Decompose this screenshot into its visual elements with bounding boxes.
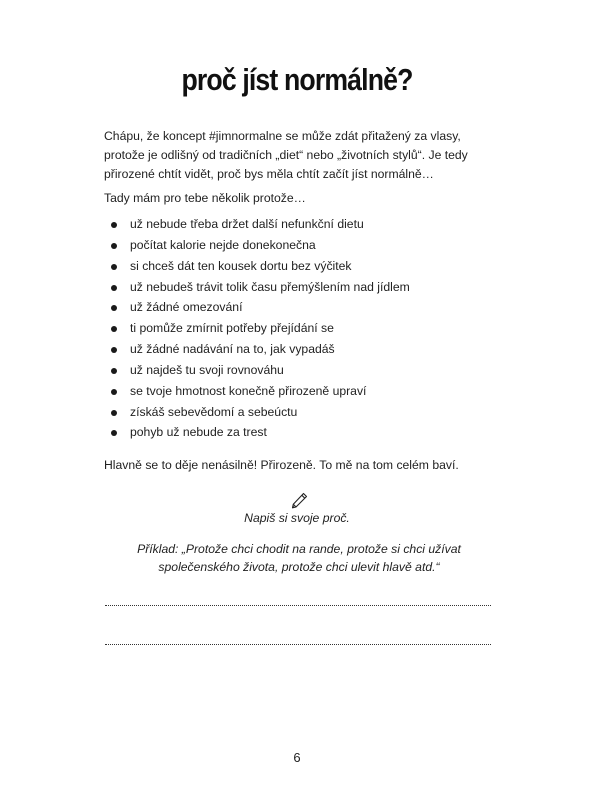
list-item	[104, 256, 484, 277]
bullet-icon	[111, 347, 117, 353]
writing-prompt: Napiš si svoje proč.	[244, 511, 350, 525]
outro-paragraph: Hlavně se to děje nenásilně! Přirozeně. To mě na tom celém baví.	[104, 458, 459, 472]
lead-paragraph: Tady mám pro tebe několik protože…	[104, 191, 306, 205]
bullet-icon	[111, 430, 117, 436]
list-item	[104, 339, 484, 360]
bullet-icon	[111, 264, 117, 270]
list-item-text: se tvoje hmotnost konečně přirozeně upraví	[130, 383, 367, 398]
example-text: Příklad: „Protože chci chodit na rande, protože si chci užívat společenského života, protože chci ulevit hlavě atd.“	[137, 542, 461, 574]
list-item	[104, 297, 484, 318]
page-title: proč jíst normálně?	[181, 62, 413, 97]
list-item-text: získáš sebevědomí a sebeúctu	[130, 404, 298, 419]
intro-paragraph: Chápu, že koncept #jimnormalne se může zdát přitažený za vlasy, protože je odlišný od tradičních „diet“ nebo „životních stylů“. Je tedy přirozené chtít vidět, proč bys měla chtít začít jíst normálně…	[104, 129, 468, 181]
bullet-icon	[111, 305, 117, 311]
writing-line[interactable]	[105, 605, 491, 606]
list-item	[104, 381, 484, 402]
bullet-icon	[111, 326, 117, 332]
list-item	[104, 360, 484, 381]
bullet-icon	[111, 389, 117, 395]
list-item-text: už žádné omezování	[130, 300, 243, 315]
reasons-list	[104, 214, 484, 443]
list-item	[104, 402, 484, 423]
list-item-text: si chceš dát ten kousek dortu bez výčitek	[130, 258, 352, 273]
list-item-text: pohyb už nebude za trest	[130, 425, 267, 440]
pen-icon	[289, 491, 309, 511]
page-number: 6	[293, 750, 301, 765]
list-item	[104, 318, 484, 339]
bullet-icon	[111, 222, 117, 228]
bullet-icon	[111, 410, 117, 416]
bullet-icon	[111, 243, 117, 249]
list-item	[104, 422, 484, 443]
list-item-text: počítat kalorie nejde donekonečna	[130, 237, 316, 252]
list-item	[104, 235, 484, 256]
list-item	[104, 277, 484, 298]
list-item	[104, 214, 484, 235]
list-item-text: už najdeš tu svoji rovnováhu	[130, 362, 284, 377]
bullet-icon	[111, 368, 117, 374]
list-item-text: už nebudeš trávit tolik času přemýšlením nad jídlem	[130, 279, 410, 294]
bullet-icon	[111, 285, 117, 291]
list-item-text: ti pomůže zmírnit potřeby přejídání se	[130, 321, 334, 336]
list-item-text: už žádné nadávání na to, jak vypadáš	[130, 342, 335, 357]
list-item-text: už nebude třeba držet další nefunkční dietu	[130, 217, 364, 231]
writing-line[interactable]	[105, 644, 491, 645]
